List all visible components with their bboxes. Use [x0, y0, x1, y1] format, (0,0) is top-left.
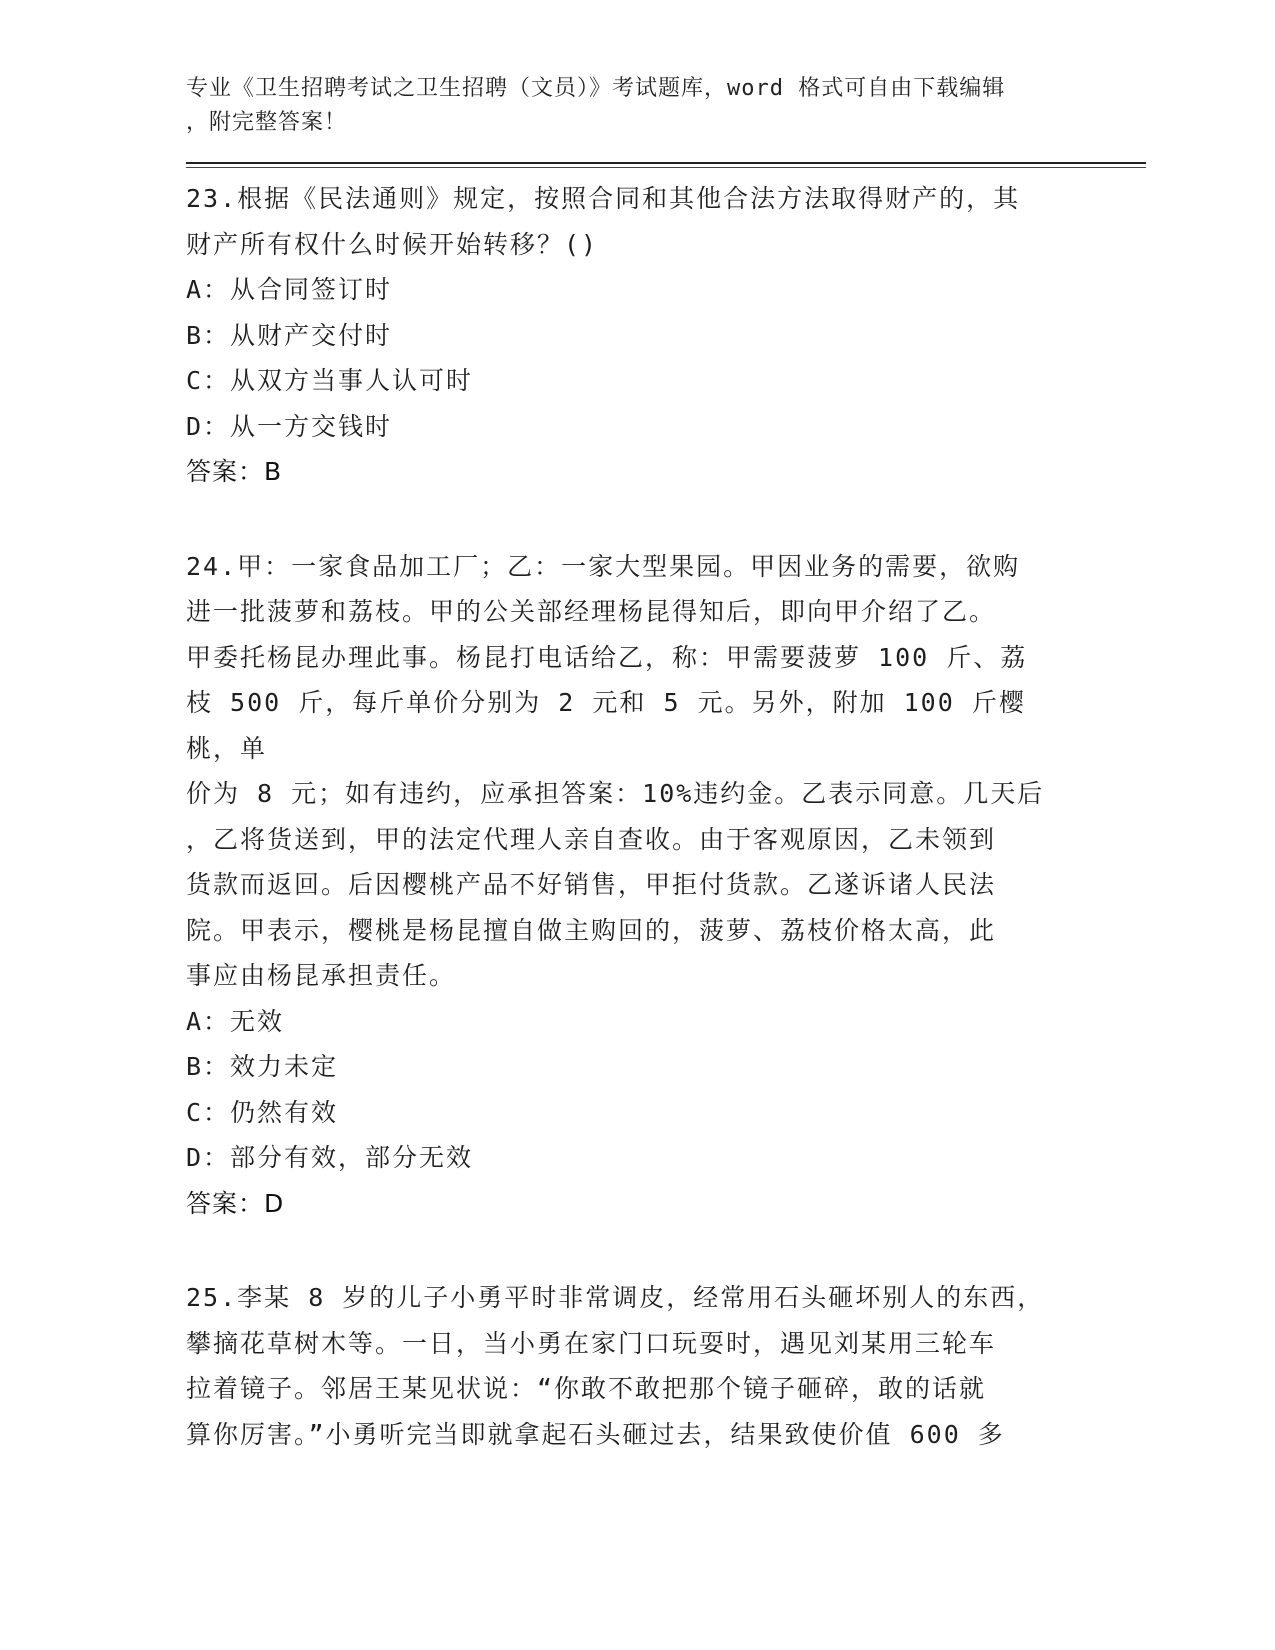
document-page	[186, 72, 1146, 1457]
header-line: ，附完整答案！	[186, 110, 348, 135]
option-a: A：无效	[186, 1006, 285, 1036]
header-line: 专业《卫生招聘考试之卫生招聘（文员）》考试题库，word 格式可自由下载编辑	[186, 76, 1006, 101]
question-line: 枝 500 斤，每斤单价分别为 2 元和 5 元。另外，附加 100 斤樱桃，单	[186, 688, 1026, 763]
question-line: ，乙将货送到，甲的法定代理人亲自查收。由于客观原因，乙未领到	[186, 824, 997, 854]
question-line: 算你厉害。”小勇听完当即就拿起石头砸过去，结果致使价值 600 多	[186, 1419, 1005, 1449]
header-divider-thin	[186, 167, 1146, 168]
option-b: B：效力未定	[186, 1052, 339, 1081]
question-line: 25.李某 8 岁的儿子小勇平时非常调皮，经常用石头砸坏别人的东西，	[186, 1283, 1045, 1312]
question-line: 24.甲：一家食品加工厂；乙：一家大型果园。甲因业务的需要，欲购	[186, 551, 1021, 581]
question-24	[186, 544, 1146, 1227]
question-text	[186, 176, 1066, 267]
question-line: 财产所有权什么时候开始转移？()	[186, 229, 599, 259]
option-d: D：部分有效，部分无效	[186, 1143, 474, 1172]
question-25	[186, 1275, 1146, 1457]
option-c: C：从双方当事人认可时	[186, 366, 474, 395]
question-text	[186, 544, 1066, 999]
answer-label: 答案：D	[186, 1188, 285, 1218]
document-header	[186, 72, 1066, 140]
question-line: 进一批菠萝和荔枝。甲的公关部经理杨昆得知后，即向甲介绍了乙。	[186, 597, 997, 626]
answer-label: 答案：B	[186, 457, 283, 486]
question-line: 价为 8 元；如有违约，应承担答案：10%违约金。乙表示同意。几天后	[186, 779, 1045, 808]
question-23	[186, 176, 1146, 495]
question-line: 23.根据《民法通则》规定，按照合同和其他合法方法取得财产的，其	[186, 184, 1021, 213]
question-line: 事应由杨昆承担责任。	[186, 961, 457, 990]
header-divider	[186, 162, 1146, 164]
option-c: C：仍然有效	[186, 1097, 339, 1127]
option-b: B：从财产交付时	[186, 320, 393, 350]
question-line: 甲委托杨昆办理此事。杨昆打电话给乙，称：甲需要菠萝 100 斤、荔	[186, 642, 1028, 672]
question-text	[186, 1275, 1066, 1457]
question-line: 拉着镜子。邻居王某见状说：“你敢不敢把那个镜子砸碎，敢的话就	[186, 1374, 987, 1403]
option-d: D：从一方交钱时	[186, 411, 393, 441]
question-line: 货款而返回。后因樱桃产品不好销售，甲拒付货款。乙遂诉诸人民法	[186, 870, 997, 899]
question-line: 攀摘花草树木等。一日，当小勇在家门口玩耍时，遇见刘某用三轮车	[186, 1328, 997, 1358]
option-a: A：从合同签订时	[186, 275, 393, 304]
question-line: 院。甲表示，樱桃是杨昆擅自做主购回的，菠萝、荔枝价格太高，此	[186, 915, 997, 945]
